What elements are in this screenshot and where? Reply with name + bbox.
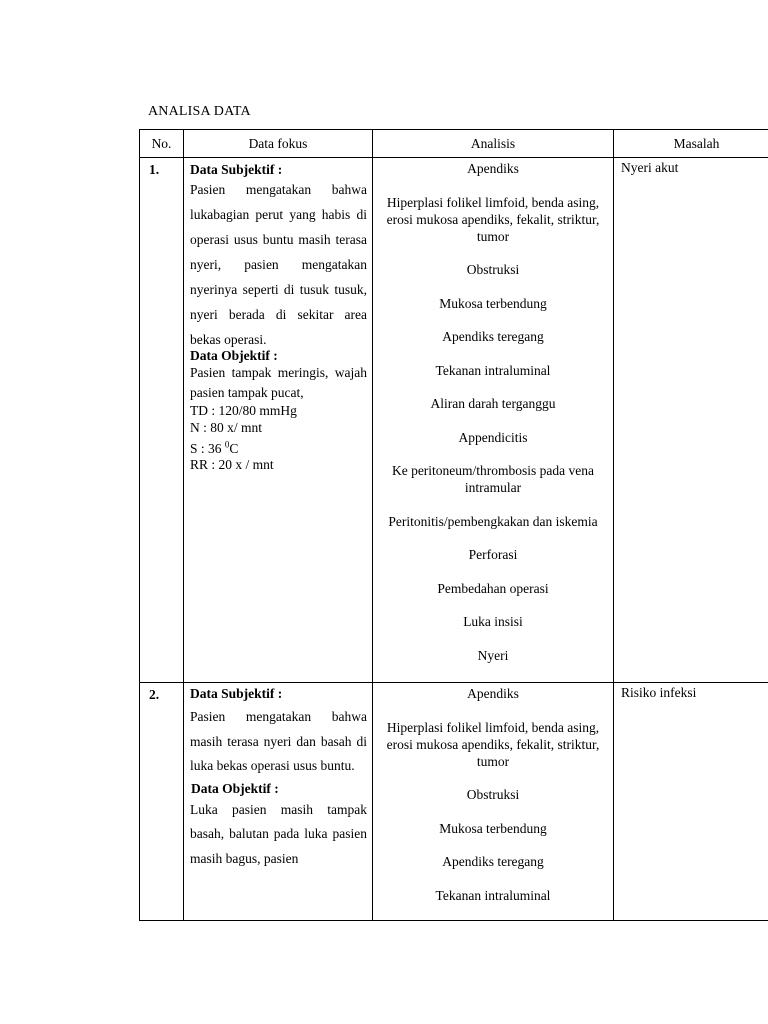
masalah-cell: Nyeri akut: [614, 158, 768, 683]
analisis-step: Apendiks: [467, 686, 519, 701]
row-number: 1.: [140, 158, 184, 683]
text-line: masih terasa nyeri dan: [190, 733, 316, 749]
analisis-cell: [373, 683, 614, 921]
text-line: pasien masih bagus, pasien: [190, 826, 368, 866]
analisis-step: Tekanan intraluminal: [435, 362, 551, 378]
text-line: Pasien mengatakan bahwa: [190, 709, 367, 724]
analisa-data-table: [139, 129, 768, 921]
analisis-step: Luka insisi: [463, 614, 523, 629]
analisis-step: Appendicitis: [458, 429, 528, 445]
analisis-step: Mukosa terbendung: [439, 820, 547, 836]
analisis-step: Nyeri: [477, 647, 509, 663]
analisis-step: Perforasi: [468, 547, 518, 562]
analisis-step: Apendiks teregang: [442, 329, 544, 344]
text-line: Luka pasien masih tampak: [190, 801, 367, 817]
objektif-text: [190, 798, 367, 872]
analisis-step: Apendiks teregang: [442, 854, 544, 869]
objektif-text: [190, 363, 367, 403]
header-masalah: Masalah: [614, 130, 768, 158]
data-fokus-cell: [184, 683, 373, 921]
header-no: No.: [140, 130, 184, 158]
subjektif-text: [190, 705, 367, 779]
table-header-row: [140, 130, 768, 158]
text-line: berada di sekitar area bekas: [190, 307, 367, 347]
text-line: terasa nyeri, pasien: [190, 232, 368, 272]
analisis-cell: [373, 158, 614, 683]
objektif-label: Data Objektif :: [190, 348, 278, 363]
row-number: 2.: [140, 683, 184, 921]
text-line: di operasi usus buntu masih: [190, 207, 367, 247]
text-line: Pasien mengatakan bahwa: [190, 182, 367, 197]
vital-signs: [190, 403, 367, 474]
analisis-step: Aliran darah terganggu: [430, 396, 556, 411]
analisis-step: Apendiks: [467, 161, 519, 176]
text-line: lukabagian perut yang habis: [190, 207, 351, 222]
vital-s: S : 36 $^0$C: [190, 439, 239, 456]
vital-td: TD : 120/80 mmHg: [190, 403, 297, 418]
vital-rr: RR : 20 x / mnt: [190, 457, 274, 472]
analisis-step: Ke peritoneum/thrombosis pada vena intramular: [391, 463, 595, 495]
subjektif-text: [190, 177, 367, 352]
subjektif-label: Data Subjektif :: [190, 162, 283, 177]
analisis-step: Peritonitis/pembengkakan dan iskemia: [388, 513, 598, 529]
analisis-step: Mukosa terbendung: [439, 295, 547, 311]
text-line: operasi.: [224, 332, 267, 347]
analisis-step: Tekanan intraluminal: [435, 887, 551, 903]
table-row: [140, 683, 768, 921]
masalah-cell: Risiko infeksi: [614, 683, 768, 921]
text-line: seperti di tusuk tusuk, nyeri: [190, 282, 368, 322]
header-analisis: Analisis: [373, 130, 614, 158]
vital-n: N : 80 x/ mnt: [190, 419, 263, 435]
analisis-step: Obstruksi: [466, 787, 520, 802]
analisis-step: Obstruksi: [466, 262, 520, 277]
table-row: [140, 158, 768, 683]
objektif-label: Data Objektif :: [191, 780, 279, 796]
text-line: basah di luka bekas operasi: [190, 733, 368, 773]
text-line: wajah pasien tampak pucat,: [190, 365, 367, 400]
analisis-step: Pembedahan operasi: [437, 580, 549, 596]
subjektif-label: Data Subjektif :: [190, 686, 283, 701]
text-line: Pasien tampak meringis,: [190, 365, 329, 380]
text-line: mengatakan nyerinya: [190, 257, 367, 297]
analisis-step: Hiperplasi folikel limfoid, benda asing, erosi mukosa apendiks, fekalit, striktur, tumor: [386, 719, 600, 769]
data-fokus-cell: [184, 158, 373, 683]
document-title: ANALISA DATA: [148, 104, 251, 119]
header-data-fokus: Data fokus: [184, 130, 373, 158]
analisis-step: Hiperplasi folikel limfoid, benda asing, erosi mukosa apendiks, fekalit, striktur, tumor: [386, 194, 600, 244]
text-line: usus buntu.: [293, 758, 355, 773]
text-line: basah, balutan pada luka: [190, 826, 328, 841]
